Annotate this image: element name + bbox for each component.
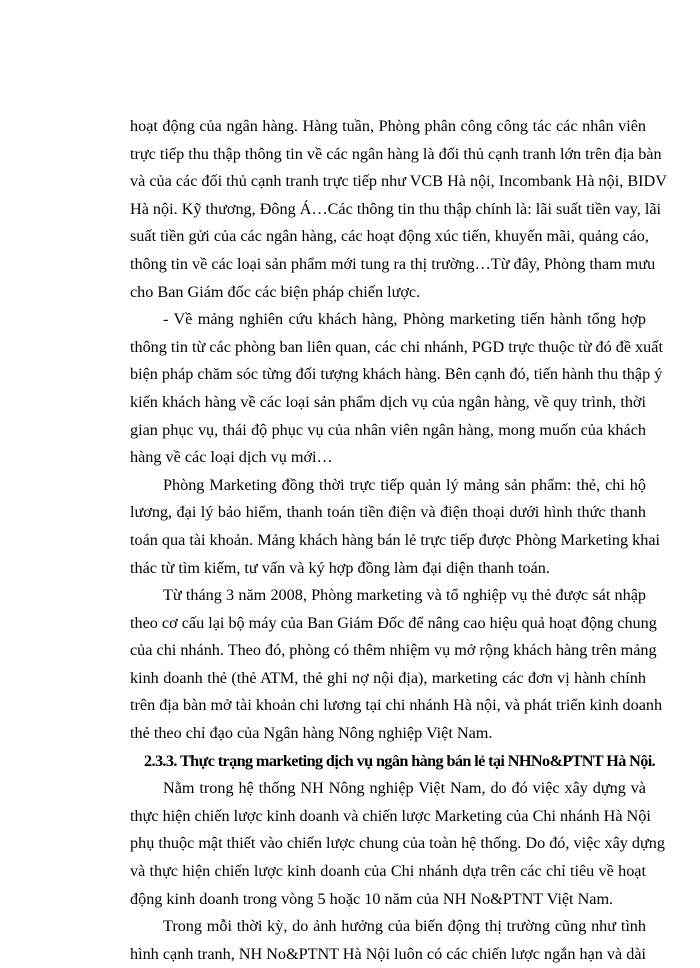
text-line: động kinh doanh trong vòng 5 hoặc 10 năm của NH No&PTNT Việt Nam.: [130, 889, 614, 908]
text-line: Hà nội. Kỹ thương, Đông Á…Các thông tin thu thập chính là: lãi suất tiền vay, lãi: [130, 199, 662, 218]
document-page: [130, 113, 667, 968]
text-line: Nằm trong hệ thống NH Nông nghiệp Việt Nam, do đó việc xây dựng và: [163, 779, 646, 798]
text-line: thực hiện chiến lược kinh doanh và chiến lược Marketing của Chi nhánh Hà Nội: [130, 806, 651, 825]
text-line: hàng về các loại dịch vụ mới…: [130, 448, 333, 467]
text-line: Từ tháng 3 năm 2008, Phòng marketing và tổ nghiệp vụ thẻ được sát nhập: [163, 586, 646, 605]
text-line: hoạt động của ngân hàng. Hàng tuần, Phòng phân công công tác các nhân viên: [130, 117, 646, 135]
text-line: toán qua tài khoản. Mảng khách hàng bán lẻ trực tiếp được Phòng Marketing khai: [130, 530, 661, 549]
text-line: Trong mỗi thời kỳ, do ảnh hưởng của biến động thị trường cũng như tình: [163, 917, 646, 936]
text-line: kiến khách hàng về các loại sản phẩm dịch vụ của ngân hàng, về quy trình, thời: [130, 392, 646, 411]
text-line: biện pháp chăm sóc từng đối tượng khách hàng. Bên cạnh đó, tiến hành thu thập ý: [130, 365, 663, 384]
text-line: kinh doanh thẻ (thẻ ATM, thẻ ghi nợ nội địa), marketing các đơn vị hành chính: [130, 668, 646, 687]
text-line: thác từ tìm kiếm, tư vấn và ký hợp đồng làm đại diện thanh toán.: [130, 558, 550, 577]
text-line: gian phục vụ, thái độ phục vụ của nhân viên ngân hàng, mong muốn của khách: [130, 420, 646, 439]
text-line: thông tin về các loại sản phẩm mới tung ra thị trường…Từ đây, Phòng tham mưu: [130, 254, 656, 273]
text-line: trực tiếp thu thập thông tin về các ngân hàng là đối thủ cạnh tranh lớn trên địa bàn: [130, 144, 662, 163]
text-line: trên địa bàn mở tài khoản chi lương tại chi nhánh Hà nội, và phát triển kinh doanh: [130, 696, 663, 715]
section-heading: 2.3.3. Thực trạng marketing dịch vụ ngân hàng bán lẻ tại NHNo&PTNT Hà Nội.: [144, 751, 656, 770]
text-line: - Về mảng nghiên cứu khách hàng, Phòng marketing tiến hành tổng hợp: [163, 310, 646, 329]
text-line: hình cạnh tranh, NH No&PTNT Hà Nội luôn có các chiến lược ngắn hạn và dài: [130, 944, 647, 963]
text-line: và của các đối thủ cạnh tranh trực tiếp như VCB Hà nội, Incombank Hà nội, BIDV: [130, 172, 667, 191]
text-line: thẻ theo chỉ đạo của Ngân hàng Nông nghiệp Việt Nam.: [130, 724, 493, 743]
text-line: theo cơ cấu lại bộ máy của Ban Giám Đốc để nâng cao hiệu quả hoạt động chung: [130, 613, 657, 632]
text-line: thông tin từ các phòng ban liên quan, các chi nhánh, PGD trực thuộc từ đó đề xuất: [130, 337, 663, 356]
text-line: Phòng Marketing đồng thời trực tiếp quản lý mảng sản phẩm: thẻ, chi hộ: [163, 475, 646, 494]
text-line: cho Ban Giám đốc các biện pháp chiến lược.: [130, 282, 421, 301]
text-line: suất tiền gửi của các ngân hàng, các hoạt động xúc tiến, khuyến mãi, quảng cáo,: [130, 227, 649, 246]
text-line: phụ thuộc mật thiết vào chiến lược chung của toàn hệ thống. Do đó, việc xây dựng: [130, 834, 665, 853]
text-line: và thực hiện chiến lược kinh doanh của Chi nhánh dựa trên các chỉ tiêu về hoạt: [130, 862, 646, 881]
text-line: của chi nhánh. Theo đó, phòng có thêm nhiệm vụ mở rộng khách hàng trên mảng: [130, 641, 657, 660]
text-line: lương, đại lý bảo hiểm, thanh toán tiền điện và điện thoại dưới hình thức thanh: [130, 503, 646, 522]
